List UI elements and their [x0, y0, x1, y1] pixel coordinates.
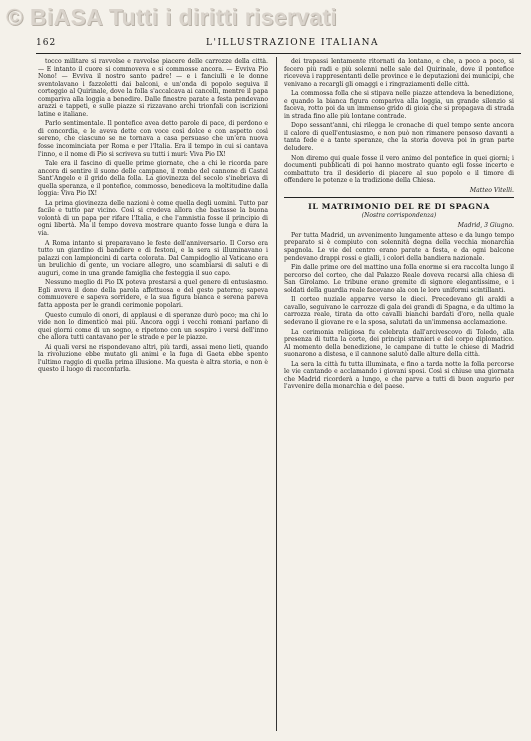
left-paragraph: Tale era il fascino di quelle prime giornate, che a chi le ricorda pare ancora di sentire il suono delle campane, il rombo del cannone di Castel Sant'Angelo e il grido della folla. La giovinezza del secolo s'inebriava di quella speranza, e il pontefice, commosso, benediceva la moltitudine dalla loggia: Viva Pio IX!	[38, 160, 268, 198]
right-paragraph: La commossa folla che si stipava nelle piazze attendeva la benedizione, e quando la bianca figura compariva alla loggia, un grande silenzio si faceva, rotto poi da un immenso grido di gioia che si propagava di strada in strada fino alle più lontane contrade.	[284, 90, 514, 120]
right-paragraph: dei trapassi lentamente ritornati da lontano, e che, a poco a poco, si fecero più radi e più solenni nelle sale del Quirinale, dove il pontefice riceveva i rappresentanti delle province e le deputazioni dei municipi, che venivano a recargli gli omaggi e i ringraziamenti delle città.	[284, 58, 514, 88]
right-paragraph: Dopo sessant'anni, chi rilegga le cronache di quel tempo sente ancora il calore di quell'entusiasmo, e non può non rimanere pensoso davanti a tanta fede e a tante speranze, che la storia doveva poi in gran parte deludere.	[284, 122, 514, 153]
right-paragraph: Non diremo qui quale fosse il vero animo del pontefice in quei giorni; i documenti pubblicati di poi hanno mostrato quanto egli fosse incerto e combattuto tra il desiderio di piacere al suo popolo e il timore di offendere le potenze e la tradizione della Chiesa.	[284, 154, 514, 185]
right-column	[284, 58, 514, 730]
header-rule	[36, 53, 521, 54]
article-separator	[284, 197, 514, 198]
right-paragraph: Per tutta Madrid, un avvenimento lungamente atteso e da lungo tempo preparato si è compiuto con solennità degna della vecchia monarchia spagnola. Le vie del centro erano parate a festa, e da ogni balcone pendevano drappi rossi e gialli, i colori della bandiera nazionale.	[284, 231, 514, 262]
article-subtitle: (Nostra corrispondenza)	[361, 211, 437, 219]
article-dateline: Madrid, 3 Giugno.	[457, 222, 514, 230]
masthead: L'ILLUSTRAZIONE ITALIANA	[206, 38, 379, 48]
left-paragraph: Ai quali versi ne rispondevano altri, più tardi, assai meno lieti, quando la rivoluzione ebbe mutato gli animi e la fuga di Gaeta ebbe spento l'ultimo raggio di quella prima illusione. Ma questa è altra storia, e non è questo il luogo di raccontarla.	[38, 343, 268, 374]
left-paragraph: A Roma intanto si preparavano le feste dell'anniversario. Il Corso era tutto un giardino di bandiere e di festoni, e la sera si illuminavano i palazzi con lampioncini di carta colorata. Dal Campidoglio al Vaticano era un brulichio di gente, un vociare allegro, uno scambiarsi di saluti e di auguri, come in una grande famiglia che festeggia il suo capo.	[38, 239, 268, 277]
right-paragraph: Il corteo nuziale apparve verso le dieci. Precedevano gli araldi a cavallo, seguivano le carrozze di gala dei grandi di Spagna, e da ultimo la carrozza reale, tirata da otto cavalli bianchi bardati d'oro, nella quale sedevano il giovane re e la sposa, salutati da un'immensa acclamazione.	[284, 296, 514, 326]
left-paragraph: Parlo sentimentale. Il pontefice avea detto parole di pace, di perdono e di concordia, e le aveva dette con voce così dolce e con aspetto così sereno, che ciascuno se ne tornava a casa persuaso che un'era nuova fosse incominciata per Roma e per l'Italia. Era il tempo in cui si cantava l'inno, e il nome di Pio si scriveva su tutti i muri: Viva Pio IX!	[38, 120, 268, 158]
left-paragraph: tocco militare si ravvolse e ravvolse piacere delle carrozze della città. — E intanto il cuore si commoveva e si commosse ancora. — Evviva Pio Nono! — Evviva il nostro santo padre! — e i fanciulli e le donne sventolavano i fazzoletti dai balconi, e un'onda di popolo seguiva il corteggio al Quirinale, dove la folla s'accalcava ai cancelli, mentre il papa compariva alla loggia a benedire. Dalle finestre parate a festa pendevano arazzi e tappeti, e sulle piazze si rizzavano archi trionfali con iscrizioni latine e italiane.	[38, 58, 268, 118]
author-signature: Matteo Vitelli.	[469, 186, 514, 194]
right-paragraph: Fin dalle prime ore del mattino una folla enorme si era raccolta lungo il percorso del corteo, che dal Palazzo Reale doveva recarsi alla chiesa di San Girolamo. Le tribune erano gremite di signore elegantissime, e i soldati della guardia reale facevano ala con le loro uniformi scintillanti.	[284, 264, 514, 294]
right-paragraph: La sera la città fu tutta illuminata, e fino a tarda notte la folla percorse le vie cantando e acclamando i giovani sposi. Così si chiuse una giornata che Madrid ricorderà a lungo, e che parve a tutti di buon augurio per l'avvenire della monarchia e del paese.	[284, 360, 514, 391]
page-number: 162	[36, 38, 57, 48]
page-header	[36, 36, 521, 52]
column-divider	[276, 57, 277, 731]
article-title: IL MATRIMONIO DEL RE DI SPAGNA	[308, 202, 490, 212]
copyright-watermark: © BiASA Tutti i diritti riservati	[6, 4, 337, 30]
left-column	[38, 58, 268, 730]
left-paragraph: Nessuno meglio di Pio IX poteva prestarsi a quel genere di entusiasmo. Egli aveva il dono della parola affettuosa e del gesto paterno; sapeva commuovere e sapeva sorridere, e la sua figura bianca e serena pareva fatta apposta per le grandi cerimonie popolari.	[38, 279, 268, 309]
left-paragraph: La prima giovinezza delle nazioni è come quella degli uomini. Tutto par facile e tutto par vicino. Così si credeva allora che bastasse la buona volontà di un papa per rifare l'Italia, e che l'amnistia fosse il principio di ogni libertà. Ma il tempo doveva mostrare quanto fosse lunga e dura la via.	[38, 199, 268, 238]
left-paragraph: Questo cumulo di onori, di applausi e di speranze durò poco; ma chi lo vide non lo dimenticò mai più. Ancora oggi i vecchi romani parlano di quei giorni come di un sogno, e ripetono con un sospiro i versi dell'inno che allora tutti cantavano per le strade e per le piazze.	[38, 311, 268, 342]
right-paragraph: La cerimonia religiosa fu celebrata dall'arcivescovo di Toledo, alla presenza di tutta la corte, dei principi stranieri e del corpo diplomatico. Al momento della benedizione, le campane di tutte le chiese di Madrid suonarono a distesa, e il cannone salutò dalle alture della città.	[284, 328, 514, 359]
